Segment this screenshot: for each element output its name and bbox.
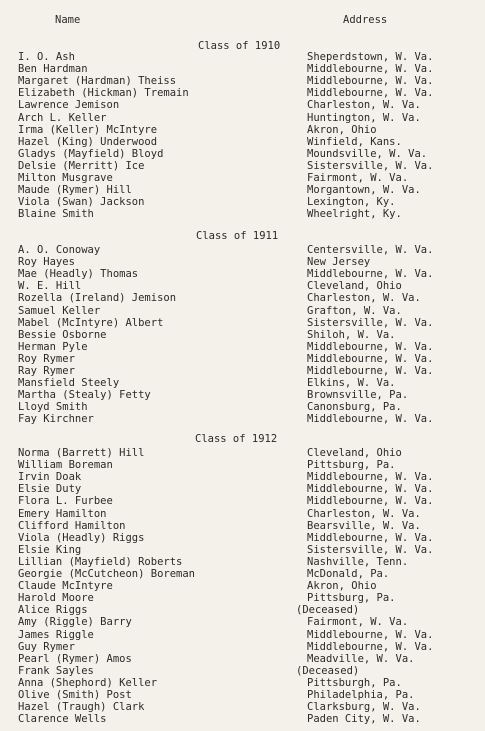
list-item	[0, 244, 485, 256]
list-item	[0, 447, 485, 459]
list-item	[0, 112, 485, 124]
alumni-name: Georgie (McCutcheon) Boreman	[18, 568, 196, 580]
list-item	[0, 124, 485, 136]
list-item	[0, 508, 485, 520]
list-item	[0, 495, 485, 507]
alumni-address: Nashville, Tenn.	[307, 555, 409, 568]
list-item	[0, 268, 485, 280]
list-item	[0, 701, 485, 713]
alumni-name: Gladys (Mayfield) Bloyd	[18, 147, 164, 160]
alumni-name: Pearl (Rymer) Amos	[18, 652, 132, 665]
list-item	[0, 377, 485, 389]
alumni-address: Winfield, Kans.	[307, 135, 402, 148]
alumni-name: Arch L. Keller	[18, 111, 107, 124]
alumni-name: Elsie Duty	[18, 483, 82, 496]
alumni-address: Sistersville, W. Va.	[307, 316, 434, 329]
alumni-address: New Jersey	[307, 256, 371, 269]
list-item	[0, 389, 485, 401]
alumni-address: Cleveland, Ohio	[307, 280, 402, 293]
name-column-header: Name	[55, 14, 81, 26]
section-title-1911: Class of 1911	[196, 230, 279, 242]
alumni-address: Akron, Ohio	[307, 123, 377, 136]
list-item	[0, 305, 485, 317]
alumni-name: William Boreman	[18, 459, 113, 472]
alumni-name: Irvin Doak	[18, 471, 82, 484]
alumni-address: Middlebourne, W. Va.	[307, 628, 434, 641]
list-item	[0, 556, 485, 568]
alumni-name: Clarence Wells	[18, 713, 107, 726]
alumni-address: McDonald, Pa.	[307, 568, 390, 580]
alumni-name: Herman Pyle	[18, 340, 88, 353]
list-item	[0, 677, 485, 689]
alumni-address: Pittsburg, Pa.	[307, 592, 396, 605]
alumni-name: Rozella (Ireland) Jemison	[18, 292, 177, 305]
alumni-address: Middlebourne, W. Va.	[307, 365, 434, 377]
list-item	[0, 580, 485, 592]
list-item	[0, 160, 485, 172]
alumni-name: Norma (Barrett) Hill	[18, 447, 145, 459]
list-item	[0, 483, 485, 495]
alumni-name: Guy Rymer	[18, 640, 75, 653]
alumni-name: Amy (Riggle) Barry	[18, 616, 132, 629]
alumni-name: Claude McIntyre	[18, 580, 113, 593]
alumni-address: Middlebourne, W. Va.	[307, 340, 434, 353]
alumni-address: (Deceased)	[296, 664, 360, 677]
alumni-name: A. O. Conoway	[18, 244, 101, 256]
list-item	[0, 592, 485, 604]
list-item	[0, 99, 485, 111]
alumni-name: James Riggle	[18, 628, 94, 641]
list-item	[0, 365, 485, 377]
list-item	[0, 148, 485, 160]
list-item	[0, 568, 485, 580]
alumni-name: Maude (Rymer) Hill	[18, 184, 132, 197]
alumni-name: Lillian (Mayfield) Roberts	[18, 555, 183, 568]
alumni-address: Middlebourne, W. Va.	[307, 483, 434, 496]
list-item	[0, 665, 485, 677]
alumni-name: Flora L. Furbee	[18, 495, 113, 508]
alumni-address: Charleston, W. Va.	[307, 292, 421, 305]
alumni-name: Lawrence Jemison	[18, 99, 120, 112]
alumni-name: Alice Riggs	[18, 604, 88, 617]
list-item	[0, 713, 485, 725]
list-item	[0, 629, 485, 641]
alumni-address: Clarksburg, W. Va.	[307, 701, 421, 714]
alumni-name: Frank Sayles	[18, 664, 94, 677]
alumni-name: Samuel Keller	[18, 304, 101, 317]
alumni-address: Cleveland, Ohio	[307, 447, 402, 459]
address-column-header: Address	[343, 14, 388, 26]
alumni-address: Canonsburg, Pa.	[307, 401, 402, 414]
alumni-name: Margaret (Hardman) Theiss	[18, 75, 177, 88]
alumni-name: Fay Kirchner	[18, 413, 94, 426]
list-item	[0, 75, 485, 87]
alumni-address: Pittsburg, Pa.	[307, 459, 396, 472]
list-item	[0, 353, 485, 365]
list-item	[0, 51, 485, 63]
list-item	[0, 256, 485, 268]
alumni-name: Mae (Headly) Thomas	[18, 268, 139, 281]
alumni-name: Delsie (Merritt) Ice	[18, 159, 145, 172]
alumni-name: Clifford Hamilton	[18, 519, 126, 532]
alumni-name: Ben Hardman	[18, 63, 88, 76]
list-item	[0, 641, 485, 653]
list-item	[0, 401, 485, 413]
alumni-name: Ray Rymer	[18, 365, 75, 377]
list-item	[0, 413, 485, 425]
alumni-address: Elkins, W. Va.	[307, 377, 396, 390]
alumni-name: Elizabeth (Hickman) Tremain	[18, 87, 189, 100]
alumni-address: Charleston, W. Va.	[307, 99, 421, 112]
list-item	[0, 329, 485, 341]
list-item	[0, 317, 485, 329]
alumni-address: Sistersville, W. Va.	[307, 159, 434, 172]
alumni-address: Brownsville, Pa.	[307, 389, 409, 402]
alumni-address: Middlebourne, W. Va.	[307, 352, 434, 365]
alumni-address: Shiloh, W. Va.	[307, 328, 396, 341]
alumni-name: Lloyd Smith	[18, 401, 88, 414]
alumni-address: Middlebourne, W. Va.	[307, 640, 434, 653]
alumni-address: Sistersville, W. Va.	[307, 543, 434, 556]
list-item	[0, 87, 485, 99]
section-title-1912: Class of 1912	[195, 433, 278, 445]
alumni-address: Meadville, W. Va.	[307, 652, 415, 665]
alumni-name: Emery Hamilton	[18, 507, 107, 520]
list-item	[0, 520, 485, 532]
list-item	[0, 689, 485, 701]
list-item	[0, 136, 485, 148]
alumni-address: Wheelright, Ky.	[307, 208, 402, 221]
alumni-name: Irma (Keller) McIntyre	[18, 123, 158, 136]
alumni-name: Mabel (McIntyre) Albert	[18, 316, 164, 329]
alumni-name: Hazel (King) Underwood	[18, 135, 158, 148]
alumni-address: Centersville, W. Va.	[307, 244, 434, 256]
list-item	[0, 172, 485, 184]
alumni-address: Middlebourne, W. Va.	[307, 63, 434, 76]
alumni-name: I. O. Ash	[18, 51, 75, 63]
alumni-address: Middlebourne, W. Va.	[307, 495, 434, 508]
list-item	[0, 459, 485, 471]
alumni-name: Mansfield Steely	[18, 377, 120, 390]
list-item	[0, 616, 485, 628]
alumni-name: W. E. Hill	[18, 280, 82, 293]
section-title-1910: Class of 1910	[198, 40, 281, 52]
list-item	[0, 292, 485, 304]
list-item	[0, 63, 485, 75]
alumni-address: Charleston, W. Va.	[307, 507, 421, 520]
alumni-address: Philadelphia, Pa.	[307, 689, 415, 701]
list-item	[0, 280, 485, 292]
alumni-address: Pittsburgh, Pa.	[307, 676, 402, 689]
list-item	[0, 604, 485, 616]
alumni-address: Akron, Ohio	[307, 580, 377, 593]
alumni-address: Morgantown, W. Va.	[307, 184, 421, 197]
alumni-name: Milton Musgrave	[18, 172, 113, 184]
alumni-address: Middlebourne, W. Va.	[307, 268, 434, 281]
alumni-name: Harold Moore	[18, 592, 94, 605]
alumni-address: (Deceased)	[296, 604, 360, 617]
alumni-name: Viola (Swan) Jackson	[18, 196, 145, 209]
alumni-address: Fairmont, W. Va.	[307, 616, 409, 629]
list-item	[0, 184, 485, 196]
alumni-name: Viola (Headly) Riggs	[18, 531, 145, 544]
list-item	[0, 208, 485, 220]
alumni-address: Moundsville, W. Va.	[307, 147, 428, 160]
list-item	[0, 341, 485, 353]
list-item	[0, 471, 485, 483]
alumni-address: Middlebourne, W. Va.	[307, 87, 434, 100]
alumni-name: Anna (Shephord) Keller	[18, 676, 158, 689]
alumni-name: Roy Hayes	[18, 256, 75, 269]
list-item	[0, 196, 485, 208]
alumni-name: Martha (Stealy) Fetty	[18, 389, 151, 402]
list-item	[0, 653, 485, 665]
alumni-address: Middlebourne, W. Va.	[307, 471, 434, 484]
alumni-name: Roy Rymer	[18, 352, 75, 365]
alumni-address: Middlebourne, W. Va.	[307, 531, 434, 544]
alumni-address: Lexington, Ky.	[307, 196, 396, 209]
list-item	[0, 544, 485, 556]
alumni-name: Bessie Osborne	[18, 328, 107, 341]
alumni-address: Huntington, W. Va.	[307, 111, 421, 124]
alumni-name: Hazel (Traugh) Clark	[18, 701, 145, 714]
alumni-address: Bearsville, W. Va.	[307, 519, 421, 532]
alumni-address: Grafton, W. Va.	[307, 304, 402, 317]
alumni-address: Fairmont, W. Va.	[307, 172, 409, 184]
alumni-name: Olive (Smith) Post	[18, 689, 132, 701]
alumni-address: Middlebourne, W. Va.	[307, 413, 434, 426]
alumni-address: Middlebourne, W. Va.	[307, 75, 434, 88]
alumni-name: Elsie King	[18, 543, 82, 556]
alumni-address: Sheperdstown, W. Va.	[307, 51, 434, 63]
alumni-address: Paden City, W. Va.	[307, 713, 421, 726]
list-item	[0, 532, 485, 544]
alumni-name: Blaine Smith	[18, 208, 94, 221]
